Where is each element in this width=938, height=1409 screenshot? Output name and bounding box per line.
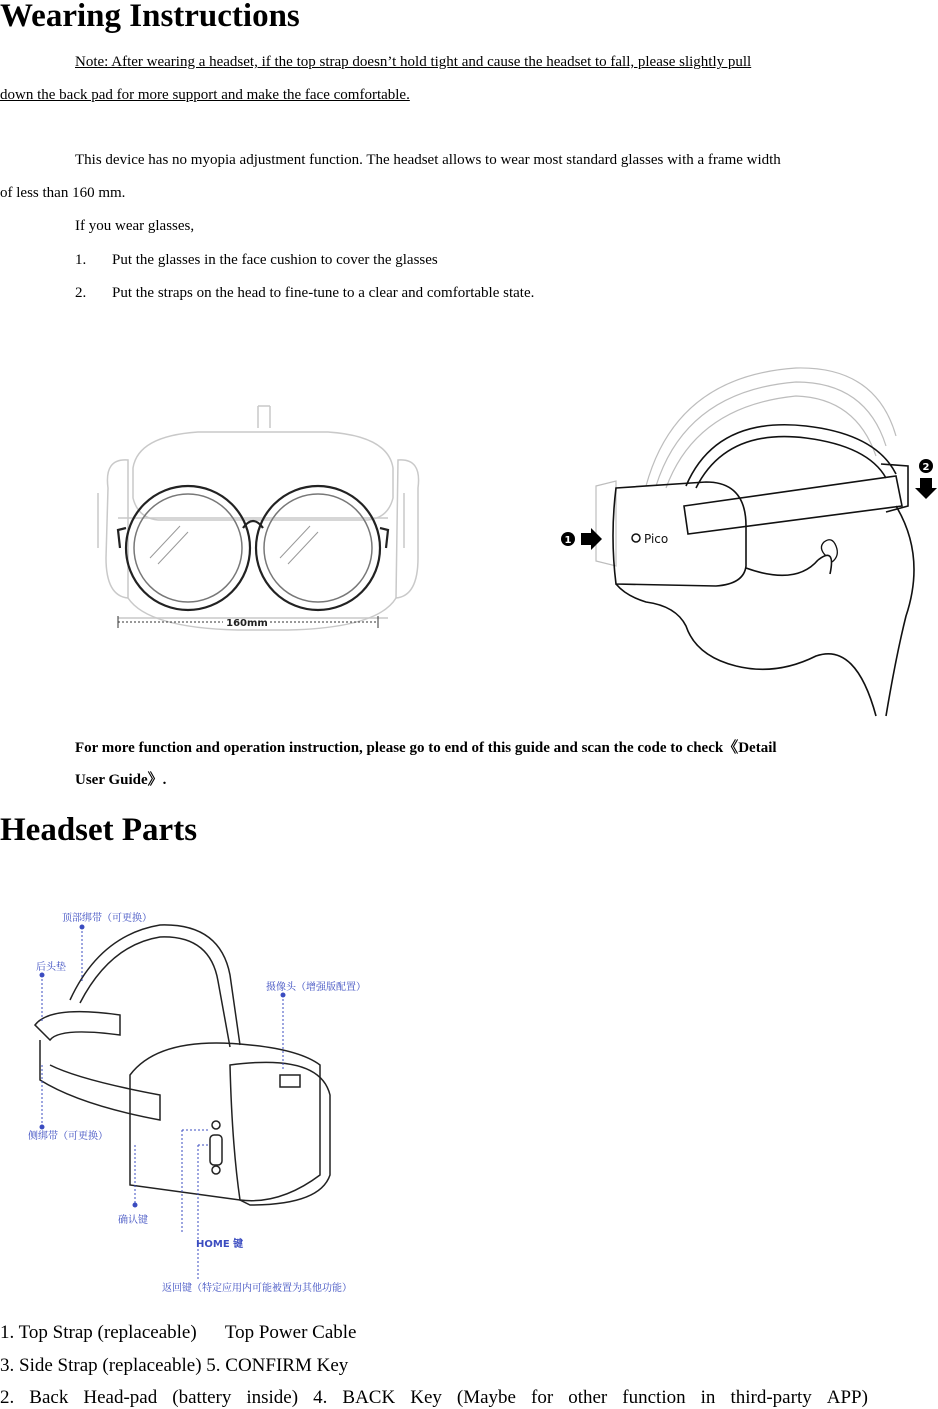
note-line-1: Note: After wearing a headset, if the top strap doesn’t hold tight and cause the headset to fall, please slightly pull <box>75 54 752 70</box>
step-2 <box>75 286 534 301</box>
parts-line-3-word: (Maybe <box>456 1387 516 1408</box>
label-camera: 摄像头（增强版配置） <box>266 982 366 993</box>
parts-line-3-word: inside) <box>246 1387 299 1408</box>
parts-line-2: 3. Side Strap (replaceable) 5. CONFIRM Key <box>0 1355 349 1376</box>
glasses-in-headset-illustration <box>88 398 418 638</box>
parts-line-3-word: BACK <box>342 1387 396 1408</box>
parts-line-3-word: in <box>700 1387 716 1408</box>
step-number: 1. <box>75 252 87 268</box>
parts-line-3-word: Key <box>410 1387 442 1408</box>
parts-line-3-word: 2. <box>0 1387 15 1408</box>
wearing-instructions-title: Wearing Instructions <box>0 0 300 34</box>
label-confirm-key: 确认键 <box>118 1215 148 1226</box>
if-wear-glasses: If you wear glasses, <box>75 218 195 234</box>
parts-line-3-word: 4. <box>313 1387 328 1408</box>
head-wearing-headset-illustration <box>556 356 938 716</box>
step-text: Put the glasses in the face cushion to cover the glasses <box>112 252 438 268</box>
label-back-key: 返回键（特定应用内可能被置为其他功能） <box>162 1283 352 1294</box>
myopia-paragraph-line-2: of less than 160 mm. <box>0 185 126 201</box>
label-home-key: HOME 键 <box>196 1239 244 1250</box>
parts-line-3-word: other <box>568 1387 608 1408</box>
parts-line-3-word: for <box>531 1387 554 1408</box>
step-number: 2. <box>75 285 87 301</box>
label-side-strap: 侧绑带（可更换） <box>28 1131 108 1142</box>
svg-text:1: 1 <box>564 535 572 546</box>
more-info-line-2: User Guide》. <box>75 772 167 788</box>
parts-line-3-word: third-party <box>730 1387 812 1408</box>
svg-text:2: 2 <box>922 462 930 473</box>
parts-line-3-word: (battery <box>172 1387 232 1408</box>
headset-parts-title: Headset Parts <box>0 812 198 848</box>
parts-line-1: 1. Top Strap (replaceable) Top Power Cable <box>0 1322 357 1343</box>
parts-line-3-word: Head-pad <box>83 1387 158 1408</box>
step-1 <box>75 253 438 268</box>
parts-line-3 <box>0 1388 868 1407</box>
label-top-strap: 顶部绑带（可更换） <box>62 913 152 924</box>
step-text: Put the straps on the head to fine-tune to a clear and comfortable state. <box>112 285 535 301</box>
parts-line-3-word: APP) <box>826 1387 868 1408</box>
more-info-line-1: For more function and operation instruction, please go to end of this guide and scan the code to check《Detail <box>75 740 777 756</box>
headset-parts-diagram <box>20 905 390 1300</box>
parts-line-3-word: function <box>622 1387 686 1408</box>
note-line-2: down the back pad for more support and make the face comfortable. <box>0 87 410 103</box>
myopia-paragraph-line-1: This device has no myopia adjustment function. The headset allows to wear most standard glasses with a frame width <box>75 152 781 168</box>
label-back-pad: 后头垫 <box>36 962 66 973</box>
parts-line-3-word: Back <box>29 1387 69 1408</box>
marker-2-arrow <box>915 459 937 499</box>
brand-logo: Pico <box>644 532 669 546</box>
measure-label: 160mm <box>226 618 268 629</box>
